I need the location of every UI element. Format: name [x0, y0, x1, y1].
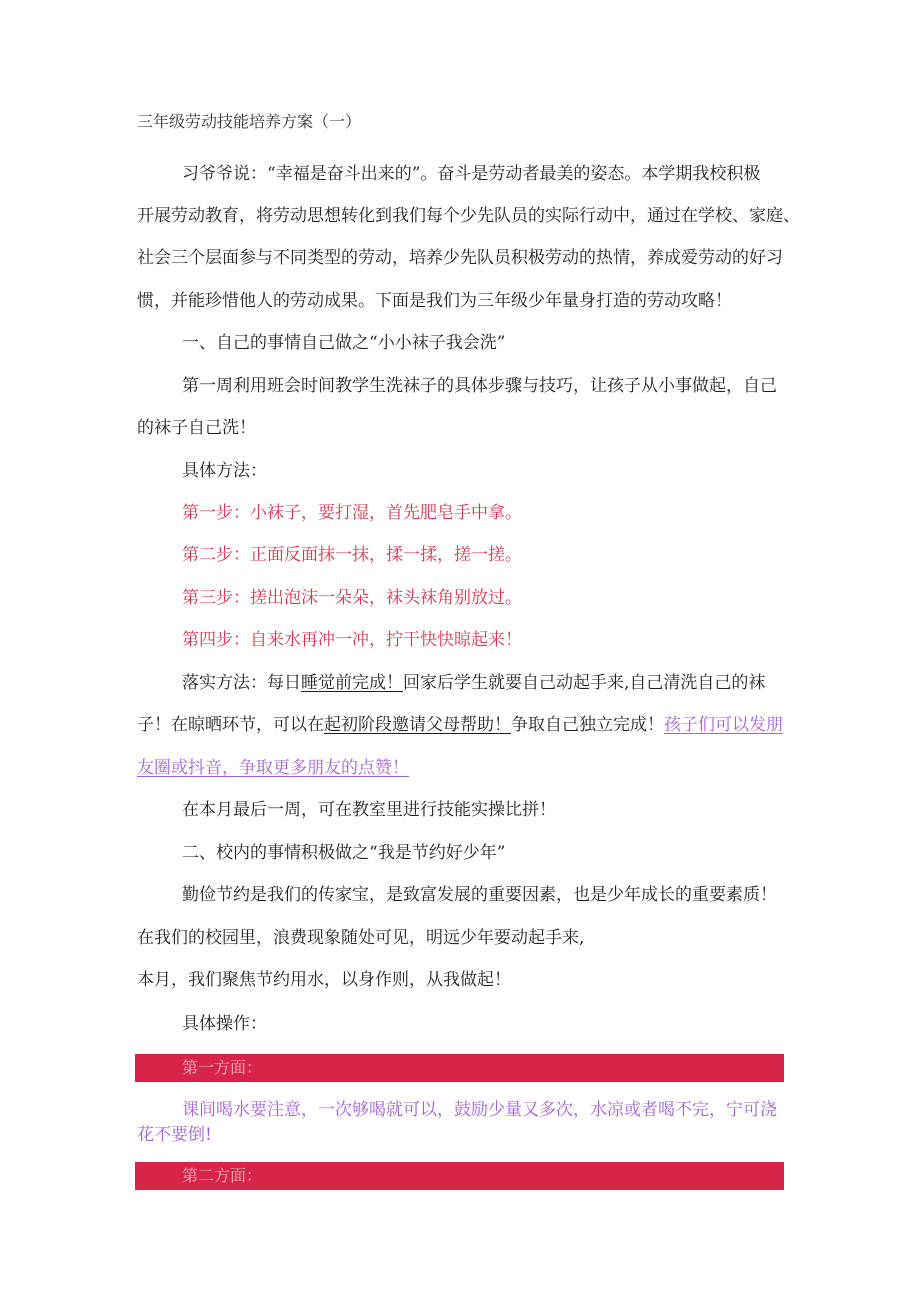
- impl-underlined: 起初阶段邀请父母帮助！: [324, 715, 511, 735]
- aspect-2-label: 第二方面：: [182, 1166, 263, 1185]
- ops-label: 具体操作：: [182, 1014, 267, 1034]
- section1-desc-line: 的袜子自己洗！: [137, 418, 256, 438]
- section2-desc-line: 勤俭节约是我们的传家宝，是致富发展的重要因素，也是少年成长的重要素质！: [182, 885, 777, 905]
- intro-line: 开展劳动教育，将劳动思想转化到我们每个少先队员的实际行动中，通过在学校、家庭、: [137, 206, 800, 226]
- step-4: 第四步：自来水再冲一冲，拧干快快晾起来！: [182, 630, 522, 650]
- step-2: 第二步：正面反面抹一抹，揉一揉，搓一搓。: [182, 545, 522, 565]
- aspect-1-text: 课间喝水要注意，一次够喝就可以，鼓励少量又多次，水凉或者喝不完，宁可浇: [182, 1100, 777, 1120]
- section1-heading: 一、自己的事情自己做之“小小袜子我会洗”: [182, 333, 506, 353]
- implementation-line-3: [137, 756, 409, 780]
- impl-underlined: 睡觉前完成！: [301, 673, 403, 693]
- step-1: 第一步：小袜子，要打湿，首先肥皂手中拿。: [182, 503, 522, 523]
- impl-highlight: 友圈或抖音，争取更多朋友的点赞！: [137, 758, 409, 778]
- impl-text: 争取自己独立完成！: [511, 715, 664, 735]
- aspect-1-label: 第一方面：: [182, 1058, 263, 1077]
- aspect-1-banner: [135, 1054, 784, 1082]
- impl-text: 落实方法：每日: [182, 673, 301, 693]
- aspect-2-banner: [135, 1162, 784, 1190]
- impl-highlight: 孩子们可以发朋: [664, 715, 783, 735]
- method-label: 具体方法：: [182, 461, 267, 481]
- step-3: 第三步：搓出泡沫一朵朵，袜头袜角别放过。: [182, 588, 522, 608]
- impl-text: 回家后学生就要自己动起手来,自己清洗自己的袜: [403, 673, 766, 693]
- section2-heading: 二、校内的事情积极做之“我是节约好少年”: [182, 843, 506, 863]
- implementation-line-1: [182, 671, 765, 695]
- aspect-1-text: 花不要倒!: [137, 1125, 212, 1145]
- section2-desc-line: 本月，我们聚焦节约用水，以身作则，从我做起！: [137, 970, 511, 990]
- implementation-line-2: [137, 713, 783, 737]
- section1-desc-line: 第一周利用班会时间教学生洗袜子的具体步骤与技巧，让孩子从小事做起，自己: [182, 376, 777, 396]
- section2-desc-line: 在我们的校园里，浪费现象随处可见，明远少年要动起手来,: [137, 928, 585, 948]
- document-title: 三年级劳动技能培养方案（一）: [137, 112, 362, 131]
- impl-text: 子！在晾晒环节，可以在: [137, 715, 324, 735]
- intro-line: 社会三个层面参与不同类型的劳动，培养少先队员积极劳动的热情，养成爱劳动的好习: [137, 248, 783, 268]
- intro-line: 惯，并能珍惜他人的劳动成果。下面是我们为三年级少年量身打造的劳动攻略！: [137, 291, 732, 311]
- section1-final: 在本月最后一周，可在教室里进行技能实操比拼！: [182, 800, 556, 820]
- intro-line: 习爷爷说：“幸福是奋斗出来的”。奋斗是劳动者最美的姿态。本学期我校积极: [182, 164, 761, 184]
